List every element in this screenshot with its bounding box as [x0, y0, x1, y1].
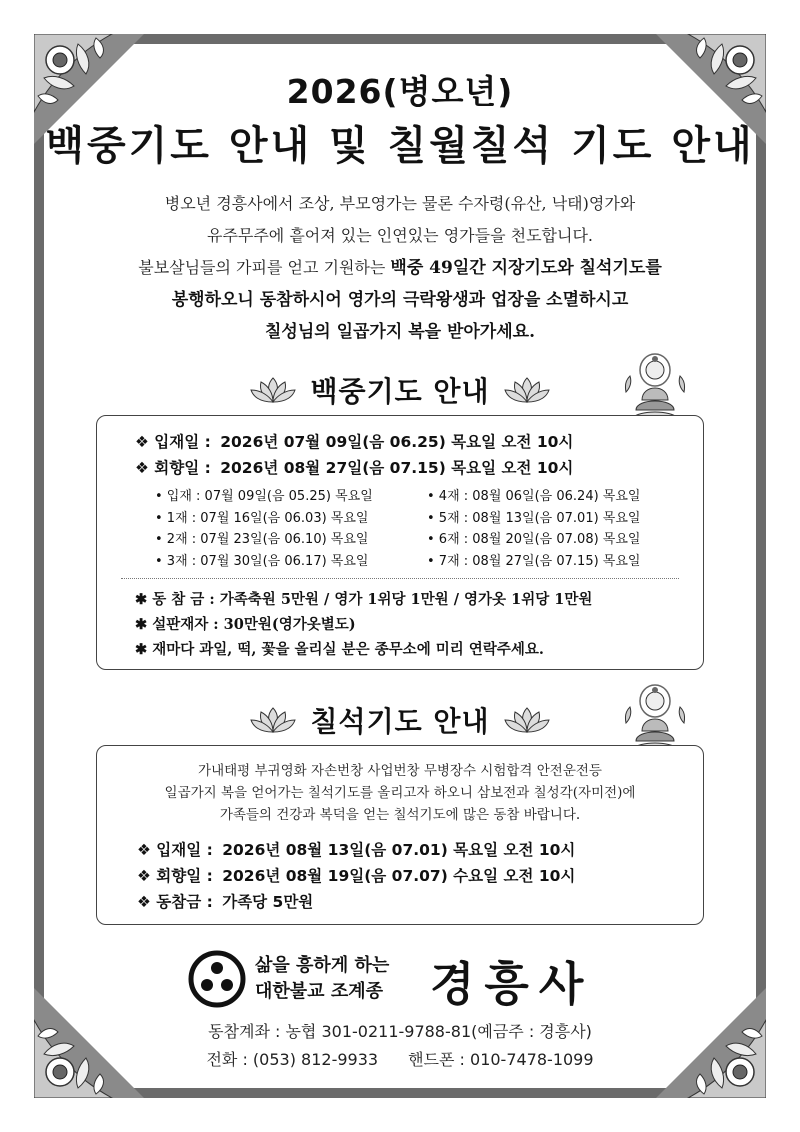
- intro-line-bold: 봉행하오니 동참하시어 영가의 극락왕생과 업장을 소멸하시고: [171, 290, 629, 310]
- intro-line-bold: 칠성님의 일곱가지 복을 받아가세요.: [264, 322, 535, 342]
- schedule-item: • 7재 : 08월 27일(음 07.15) 목요일: [427, 553, 641, 569]
- intro-line-bold: 백중 49일간 지장기도와 칠석기도를: [390, 258, 662, 278]
- chilseok-info-box: [96, 745, 704, 925]
- intro-line: [0, 252, 800, 284]
- bank-account: 동참계좌 : 농협 301-0211-9788-81(예금주 : 경흥사): [208, 1022, 592, 1041]
- chilseok-end-line: [137, 864, 575, 886]
- end-date-value: 2026년 08월 27일(음 07.15) 목요일 오전 10시: [220, 459, 574, 477]
- schedule-item: • 입재 : 07월 09일(음 05.25) 목요일: [155, 489, 373, 504]
- schedule-item: • 3재 : 07월 30일(음 06.17) 목요일: [155, 553, 369, 569]
- start-date-line: [135, 430, 573, 452]
- temple-name: 경흥사: [430, 957, 594, 1011]
- page-title: 백중기도 안내 및 칠월칠석 기도 안내: [45, 123, 755, 169]
- chilseok-start-label: ❖ 입재일 :: [137, 841, 213, 859]
- divider: [121, 578, 679, 579]
- mobile-number: 핸드폰 : 010-7478-1099: [408, 1050, 594, 1069]
- note-offering: ✱ 재마다 과일, 떡, 꽃을 올리실 분은 종무소에 미리 연락주세요.: [135, 641, 544, 658]
- lotus-icon: [503, 376, 551, 404]
- section-heading-text: 백중기도 안내: [310, 375, 490, 408]
- chilseok-end-value: 2026년 08월 19일(음 07.07) 수요일 오전 10시: [222, 867, 576, 885]
- start-date-label: ❖ 입재일 :: [135, 433, 211, 451]
- jogye-order-logo-icon: [188, 950, 246, 1008]
- lotus-icon: [249, 706, 297, 734]
- lotus-icon: [249, 376, 297, 404]
- chilseok-start-value: 2026년 08월 13일(음 07.01) 목요일 오전 10시: [222, 841, 576, 859]
- chilseok-fee-line: [137, 890, 313, 912]
- schedule-list-right: [427, 486, 640, 572]
- schedule-item: • 1재 : 07월 16일(음 06.03) 목요일: [155, 510, 369, 526]
- chilseok-start-line: [137, 838, 575, 860]
- lotus-icon: [503, 706, 551, 734]
- intro-line: 병오년 경흥사에서 조상, 부모영가는 물론 수자령(유산, 낙태)영가와: [164, 194, 636, 213]
- end-date-label: ❖ 회향일 :: [135, 459, 211, 477]
- note-sponsor: ✱ 설판재자 : 30만원(영가옷별도): [135, 616, 356, 633]
- section-heading-text: 칠석기도 안내: [310, 705, 490, 738]
- footer-slogan-line: 삶을 흥하게 하는: [255, 955, 390, 976]
- end-date-line: [135, 456, 573, 478]
- schedule-item: • 4재 : 08월 06일(음 06.24) 목요일: [427, 489, 641, 504]
- chilseok-end-label: ❖ 회향일 :: [137, 867, 213, 885]
- footer-slogan: [255, 953, 389, 1005]
- chilseok-fee-value: 가족당 5만원: [222, 893, 314, 911]
- chilseok-intro-line: 가족들의 건강과 복덕을 얻는 칠석기도에 많은 동참 바랍니다.: [219, 807, 581, 823]
- chilseok-fee-label: ❖ 동참금 :: [137, 893, 213, 911]
- note-fee: ✱ 동 참 금 : 가족축원 5만원 / 영가 1위당 1만원 / 영가옷 1위당 1만원: [135, 591, 593, 608]
- schedule-list-left: [155, 486, 373, 572]
- chilseok-intro-line: 일곱가지 복을 얻어가는 칠석기도를 올리고자 하오니 삼보전과 칠성각(자미전)에: [164, 785, 636, 801]
- page-title-year: 2026(병오년): [286, 72, 514, 111]
- baekjung-info-box: [96, 415, 704, 670]
- schedule-item: • 6재 : 08월 20일(음 07.08) 목요일: [427, 532, 641, 547]
- footer-contact: [0, 1018, 800, 1074]
- phone-number: 전화 : (053) 812-9933: [206, 1050, 379, 1069]
- chilseok-intro: [97, 760, 703, 826]
- intro-paragraph: [0, 188, 800, 348]
- start-date-value: 2026년 07월 09일(음 06.25) 목요일 오전 10시: [220, 433, 574, 451]
- phone-line: [0, 1046, 800, 1074]
- schedule-item: • 2재 : 07월 23일(음 06.10) 목요일: [155, 532, 369, 547]
- chilseok-intro-line: 가내태평 부귀영화 자손번창 사업번창 무병장수 시험합격 안전운전등: [198, 763, 602, 779]
- schedule-item: • 5재 : 08월 13일(음 07.01) 목요일: [427, 510, 641, 526]
- intro-line: 유주무주에 흩어져 있는 인연있는 영가들을 천도합니다.: [206, 226, 593, 245]
- footer-slogan-line: 대한불교 조계종: [255, 981, 383, 1002]
- intro-line-plain: 불보살님들의 가피를 얻고 기원하는: [138, 258, 391, 277]
